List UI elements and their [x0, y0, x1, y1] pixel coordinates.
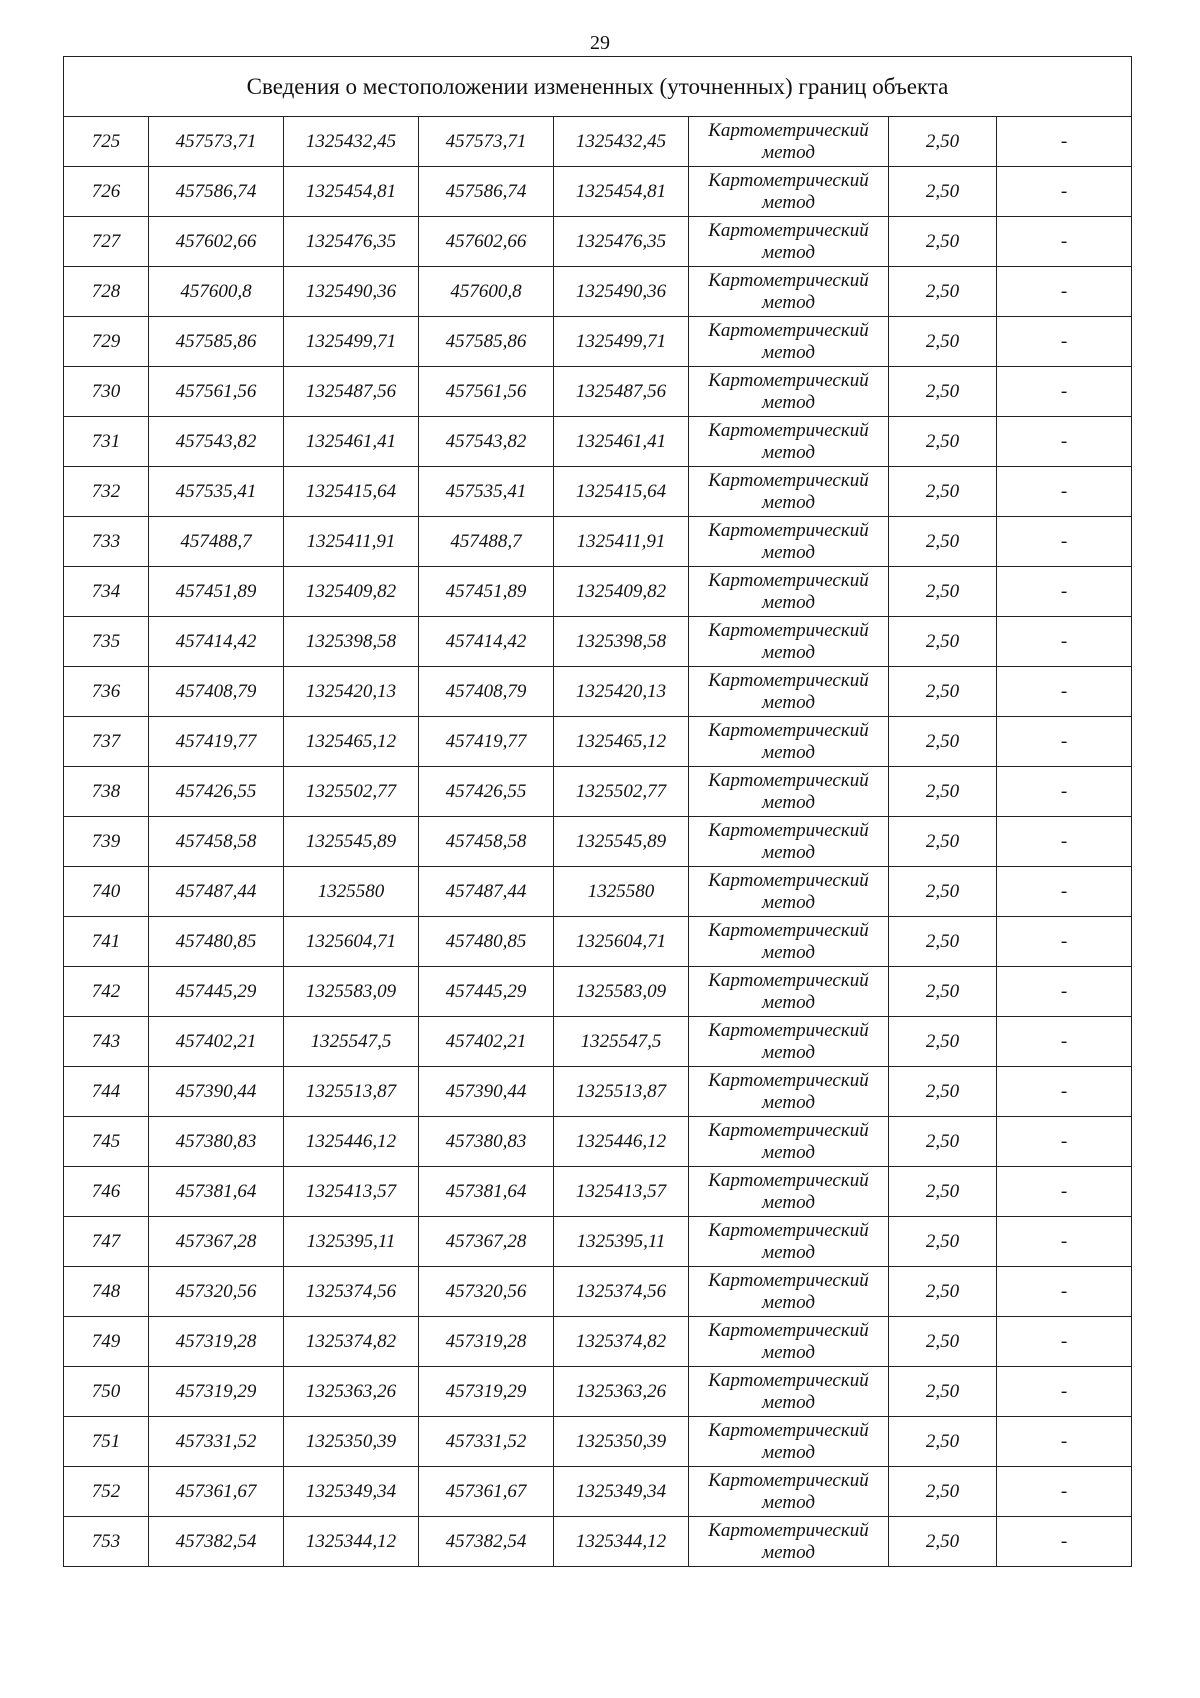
accuracy-cell: 2,50	[889, 917, 997, 967]
existing-y-cell: 1325432,45	[284, 117, 419, 167]
note-cell: -	[997, 1417, 1132, 1467]
method-cell: Картометрический метод	[689, 1367, 889, 1417]
accuracy-cell: 2,50	[889, 217, 997, 267]
table-row	[64, 767, 1132, 817]
existing-y-cell: 1325604,71	[284, 917, 419, 967]
refined-x-cell: 457586,74	[419, 167, 554, 217]
existing-x-cell: 457535,41	[149, 467, 284, 517]
existing-x-cell: 457331,52	[149, 1417, 284, 1467]
refined-x-cell: 457585,86	[419, 317, 554, 367]
accuracy-cell: 2,50	[889, 1467, 997, 1517]
method-cell: Картометрический метод	[689, 1317, 889, 1367]
method-cell: Картометрический метод	[689, 467, 889, 517]
note-cell: -	[997, 867, 1132, 917]
existing-x-cell: 457426,55	[149, 767, 284, 817]
table-row	[64, 1367, 1132, 1417]
refined-y-cell: 1325420,13	[554, 667, 689, 717]
method-cell: Картометрический метод	[689, 917, 889, 967]
refined-y-cell: 1325395,11	[554, 1217, 689, 1267]
refined-y-cell: 1325411,91	[554, 517, 689, 567]
method-cell: Картометрический метод	[689, 117, 889, 167]
table-row	[64, 967, 1132, 1017]
existing-x-cell: 457480,85	[149, 917, 284, 967]
point-number-cell: 740	[64, 867, 149, 917]
table-title: Сведения о местоположении измененных (уточненных) границ объекта	[64, 57, 1132, 117]
refined-y-cell: 1325398,58	[554, 617, 689, 667]
note-cell: -	[997, 967, 1132, 1017]
boundary-coordinates-table	[63, 56, 1132, 1567]
point-number-cell: 745	[64, 1117, 149, 1167]
method-cell: Картометрический метод	[689, 167, 889, 217]
accuracy-cell: 2,50	[889, 317, 997, 367]
note-cell: -	[997, 217, 1132, 267]
existing-y-cell: 1325374,56	[284, 1267, 419, 1317]
method-cell: Картометрический метод	[689, 817, 889, 867]
accuracy-cell: 2,50	[889, 1317, 997, 1367]
table-row	[64, 1217, 1132, 1267]
existing-y-cell: 1325363,26	[284, 1367, 419, 1417]
refined-x-cell: 457414,42	[419, 617, 554, 667]
method-cell: Картометрический метод	[689, 717, 889, 767]
refined-y-cell: 1325446,12	[554, 1117, 689, 1167]
refined-x-cell: 457390,44	[419, 1067, 554, 1117]
refined-x-cell: 457319,29	[419, 1367, 554, 1417]
refined-y-cell: 1325490,36	[554, 267, 689, 317]
point-number-cell: 748	[64, 1267, 149, 1317]
method-cell: Картометрический метод	[689, 1267, 889, 1317]
point-number-cell: 734	[64, 567, 149, 617]
note-cell: -	[997, 1167, 1132, 1217]
point-number-cell: 733	[64, 517, 149, 567]
refined-y-cell: 1325502,77	[554, 767, 689, 817]
refined-y-cell: 1325513,87	[554, 1067, 689, 1117]
existing-y-cell: 1325465,12	[284, 717, 419, 767]
refined-x-cell: 457602,66	[419, 217, 554, 267]
existing-y-cell: 1325409,82	[284, 567, 419, 617]
existing-x-cell: 457445,29	[149, 967, 284, 1017]
existing-x-cell: 457585,86	[149, 317, 284, 367]
table-row	[64, 567, 1132, 617]
table-row	[64, 367, 1132, 417]
accuracy-cell: 2,50	[889, 367, 997, 417]
refined-y-cell: 1325350,39	[554, 1417, 689, 1467]
table-row	[64, 917, 1132, 967]
refined-y-cell: 1325415,64	[554, 467, 689, 517]
refined-x-cell: 457408,79	[419, 667, 554, 717]
refined-x-cell: 457361,67	[419, 1467, 554, 1517]
existing-y-cell: 1325413,57	[284, 1167, 419, 1217]
refined-x-cell: 457451,89	[419, 567, 554, 617]
refined-y-cell: 1325374,82	[554, 1317, 689, 1367]
existing-x-cell: 457543,82	[149, 417, 284, 467]
refined-x-cell: 457382,54	[419, 1517, 554, 1567]
point-number-cell: 752	[64, 1467, 149, 1517]
accuracy-cell: 2,50	[889, 1417, 997, 1467]
note-cell: -	[997, 1217, 1132, 1267]
page-number: 29	[590, 32, 610, 54]
refined-y-cell: 1325580	[554, 867, 689, 917]
method-cell: Картометрический метод	[689, 517, 889, 567]
refined-y-cell: 1325465,12	[554, 717, 689, 767]
accuracy-cell: 2,50	[889, 1517, 997, 1567]
refined-x-cell: 457381,64	[419, 1167, 554, 1217]
point-number-cell: 750	[64, 1367, 149, 1417]
note-cell: -	[997, 567, 1132, 617]
accuracy-cell: 2,50	[889, 1167, 997, 1217]
existing-y-cell: 1325411,91	[284, 517, 419, 567]
table-row	[64, 817, 1132, 867]
existing-x-cell: 457361,67	[149, 1467, 284, 1517]
refined-y-cell: 1325349,34	[554, 1467, 689, 1517]
existing-y-cell: 1325374,82	[284, 1317, 419, 1367]
refined-x-cell: 457445,29	[419, 967, 554, 1017]
existing-y-cell: 1325446,12	[284, 1117, 419, 1167]
method-cell: Картометрический метод	[689, 1167, 889, 1217]
existing-x-cell: 457390,44	[149, 1067, 284, 1117]
point-number-cell: 736	[64, 667, 149, 717]
table-row	[64, 467, 1132, 517]
refined-x-cell: 457331,52	[419, 1417, 554, 1467]
method-cell: Картометрический метод	[689, 217, 889, 267]
existing-x-cell: 457602,66	[149, 217, 284, 267]
table-row	[64, 317, 1132, 367]
existing-x-cell: 457382,54	[149, 1517, 284, 1567]
existing-y-cell: 1325513,87	[284, 1067, 419, 1117]
table-row	[64, 117, 1132, 167]
refined-x-cell: 457458,58	[419, 817, 554, 867]
accuracy-cell: 2,50	[889, 467, 997, 517]
accuracy-cell: 2,50	[889, 867, 997, 917]
note-cell: -	[997, 417, 1132, 467]
refined-y-cell: 1325545,89	[554, 817, 689, 867]
existing-y-cell: 1325502,77	[284, 767, 419, 817]
existing-y-cell: 1325580	[284, 867, 419, 917]
refined-x-cell: 457600,8	[419, 267, 554, 317]
point-number-cell: 753	[64, 1517, 149, 1567]
note-cell: -	[997, 667, 1132, 717]
table-row	[64, 1517, 1132, 1567]
note-cell: -	[997, 1017, 1132, 1067]
table-row	[64, 717, 1132, 767]
point-number-cell: 726	[64, 167, 149, 217]
existing-y-cell: 1325583,09	[284, 967, 419, 1017]
point-number-cell: 742	[64, 967, 149, 1017]
existing-x-cell: 457408,79	[149, 667, 284, 717]
refined-x-cell: 457480,85	[419, 917, 554, 967]
method-cell: Картометрический метод	[689, 1067, 889, 1117]
table-row	[64, 1317, 1132, 1367]
refined-x-cell: 457320,56	[419, 1267, 554, 1317]
note-cell: -	[997, 767, 1132, 817]
note-cell: -	[997, 1467, 1132, 1517]
method-cell: Картометрический метод	[689, 317, 889, 367]
refined-x-cell: 457426,55	[419, 767, 554, 817]
accuracy-cell: 2,50	[889, 117, 997, 167]
note-cell: -	[997, 717, 1132, 767]
accuracy-cell: 2,50	[889, 167, 997, 217]
refined-y-cell: 1325547,5	[554, 1017, 689, 1067]
refined-x-cell: 457573,71	[419, 117, 554, 167]
refined-y-cell: 1325604,71	[554, 917, 689, 967]
point-number-cell: 739	[64, 817, 149, 867]
accuracy-cell: 2,50	[889, 567, 997, 617]
method-cell: Картометрический метод	[689, 1117, 889, 1167]
note-cell: -	[997, 1117, 1132, 1167]
note-cell: -	[997, 917, 1132, 967]
method-cell: Картометрический метод	[689, 567, 889, 617]
refined-x-cell: 457419,77	[419, 717, 554, 767]
accuracy-cell: 2,50	[889, 267, 997, 317]
refined-y-cell: 1325374,56	[554, 1267, 689, 1317]
method-cell: Картометрический метод	[689, 1217, 889, 1267]
refined-y-cell: 1325454,81	[554, 167, 689, 217]
existing-x-cell: 457419,77	[149, 717, 284, 767]
method-cell: Картометрический метод	[689, 1417, 889, 1467]
method-cell: Картометрический метод	[689, 967, 889, 1017]
note-cell: -	[997, 1517, 1132, 1567]
existing-y-cell: 1325499,71	[284, 317, 419, 367]
method-cell: Картометрический метод	[689, 767, 889, 817]
refined-y-cell: 1325583,09	[554, 967, 689, 1017]
table-row	[64, 1267, 1132, 1317]
existing-y-cell: 1325476,35	[284, 217, 419, 267]
accuracy-cell: 2,50	[889, 667, 997, 717]
note-cell: -	[997, 1067, 1132, 1117]
refined-y-cell: 1325363,26	[554, 1367, 689, 1417]
point-number-cell: 728	[64, 267, 149, 317]
note-cell: -	[997, 1267, 1132, 1317]
accuracy-cell: 2,50	[889, 717, 997, 767]
note-cell: -	[997, 617, 1132, 667]
method-cell: Картометрический метод	[689, 1017, 889, 1067]
point-number-cell: 746	[64, 1167, 149, 1217]
point-number-cell: 730	[64, 367, 149, 417]
method-cell: Картометрический метод	[689, 617, 889, 667]
existing-y-cell: 1325487,56	[284, 367, 419, 417]
refined-y-cell: 1325409,82	[554, 567, 689, 617]
refined-y-cell: 1325344,12	[554, 1517, 689, 1567]
note-cell: -	[997, 117, 1132, 167]
existing-x-cell: 457380,83	[149, 1117, 284, 1167]
table-row	[64, 1167, 1132, 1217]
accuracy-cell: 2,50	[889, 767, 997, 817]
accuracy-cell: 2,50	[889, 817, 997, 867]
existing-x-cell: 457600,8	[149, 267, 284, 317]
existing-y-cell: 1325420,13	[284, 667, 419, 717]
existing-y-cell: 1325545,89	[284, 817, 419, 867]
table-row	[64, 867, 1132, 917]
method-cell: Картометрический метод	[689, 417, 889, 467]
table-row	[64, 1117, 1132, 1167]
method-cell: Картометрический метод	[689, 867, 889, 917]
refined-y-cell: 1325476,35	[554, 217, 689, 267]
point-number-cell: 744	[64, 1067, 149, 1117]
note-cell: -	[997, 317, 1132, 367]
accuracy-cell: 2,50	[889, 1117, 997, 1167]
table-title-row	[64, 57, 1132, 117]
note-cell: -	[997, 267, 1132, 317]
refined-y-cell: 1325432,45	[554, 117, 689, 167]
point-number-cell: 732	[64, 467, 149, 517]
existing-y-cell: 1325350,39	[284, 1417, 419, 1467]
refined-x-cell: 457380,83	[419, 1117, 554, 1167]
accuracy-cell: 2,50	[889, 1067, 997, 1117]
table-row	[64, 617, 1132, 667]
existing-y-cell: 1325398,58	[284, 617, 419, 667]
accuracy-cell: 2,50	[889, 417, 997, 467]
existing-x-cell: 457319,28	[149, 1317, 284, 1367]
point-number-cell: 751	[64, 1417, 149, 1467]
point-number-cell: 735	[64, 617, 149, 667]
note-cell: -	[997, 817, 1132, 867]
point-number-cell: 727	[64, 217, 149, 267]
note-cell: -	[997, 367, 1132, 417]
accuracy-cell: 2,50	[889, 1367, 997, 1417]
point-number-cell: 741	[64, 917, 149, 967]
existing-x-cell: 457414,42	[149, 617, 284, 667]
point-number-cell: 743	[64, 1017, 149, 1067]
point-number-cell: 731	[64, 417, 149, 467]
note-cell: -	[997, 1367, 1132, 1417]
existing-y-cell: 1325415,64	[284, 467, 419, 517]
accuracy-cell: 2,50	[889, 1217, 997, 1267]
accuracy-cell: 2,50	[889, 967, 997, 1017]
refined-x-cell: 457561,56	[419, 367, 554, 417]
note-cell: -	[997, 517, 1132, 567]
note-cell: -	[997, 1317, 1132, 1367]
point-number-cell: 747	[64, 1217, 149, 1267]
refined-x-cell: 457543,82	[419, 417, 554, 467]
existing-x-cell: 457488,7	[149, 517, 284, 567]
table-row	[64, 667, 1132, 717]
existing-y-cell: 1325349,34	[284, 1467, 419, 1517]
note-cell: -	[997, 167, 1132, 217]
table-row	[64, 1417, 1132, 1467]
refined-y-cell: 1325413,57	[554, 1167, 689, 1217]
existing-x-cell: 457561,56	[149, 367, 284, 417]
existing-y-cell: 1325344,12	[284, 1517, 419, 1567]
accuracy-cell: 2,50	[889, 617, 997, 667]
point-number-cell: 738	[64, 767, 149, 817]
refined-x-cell: 457488,7	[419, 517, 554, 567]
refined-y-cell: 1325499,71	[554, 317, 689, 367]
existing-y-cell: 1325454,81	[284, 167, 419, 217]
accuracy-cell: 2,50	[889, 517, 997, 567]
method-cell: Картометрический метод	[689, 367, 889, 417]
refined-x-cell: 457402,21	[419, 1017, 554, 1067]
existing-x-cell: 457402,21	[149, 1017, 284, 1067]
refined-x-cell: 457367,28	[419, 1217, 554, 1267]
refined-x-cell: 457487,44	[419, 867, 554, 917]
method-cell: Картометрический метод	[689, 1517, 889, 1567]
note-cell: -	[997, 467, 1132, 517]
existing-x-cell: 457573,71	[149, 117, 284, 167]
refined-y-cell: 1325487,56	[554, 367, 689, 417]
point-number-cell: 729	[64, 317, 149, 367]
method-cell: Картометрический метод	[689, 267, 889, 317]
existing-x-cell: 457319,29	[149, 1367, 284, 1417]
existing-y-cell: 1325547,5	[284, 1017, 419, 1067]
existing-x-cell: 457586,74	[149, 167, 284, 217]
table-row	[64, 267, 1132, 317]
table-row	[64, 517, 1132, 567]
existing-y-cell: 1325461,41	[284, 417, 419, 467]
point-number-cell: 725	[64, 117, 149, 167]
method-cell: Картометрический метод	[689, 667, 889, 717]
point-number-cell: 749	[64, 1317, 149, 1367]
point-number-cell: 737	[64, 717, 149, 767]
existing-x-cell: 457381,64	[149, 1167, 284, 1217]
existing-y-cell: 1325395,11	[284, 1217, 419, 1267]
existing-y-cell: 1325490,36	[284, 267, 419, 317]
table-row	[64, 1067, 1132, 1117]
existing-x-cell: 457367,28	[149, 1217, 284, 1267]
existing-x-cell: 457451,89	[149, 567, 284, 617]
table-row	[64, 1017, 1132, 1067]
method-cell: Картометрический метод	[689, 1467, 889, 1517]
accuracy-cell: 2,50	[889, 1017, 997, 1067]
accuracy-cell: 2,50	[889, 1267, 997, 1317]
existing-x-cell: 457320,56	[149, 1267, 284, 1317]
table-row	[64, 417, 1132, 467]
table-row	[64, 167, 1132, 217]
table-row	[64, 1467, 1132, 1517]
refined-x-cell: 457535,41	[419, 467, 554, 517]
refined-y-cell: 1325461,41	[554, 417, 689, 467]
table-row	[64, 217, 1132, 267]
existing-x-cell: 457487,44	[149, 867, 284, 917]
existing-x-cell: 457458,58	[149, 817, 284, 867]
refined-x-cell: 457319,28	[419, 1317, 554, 1367]
